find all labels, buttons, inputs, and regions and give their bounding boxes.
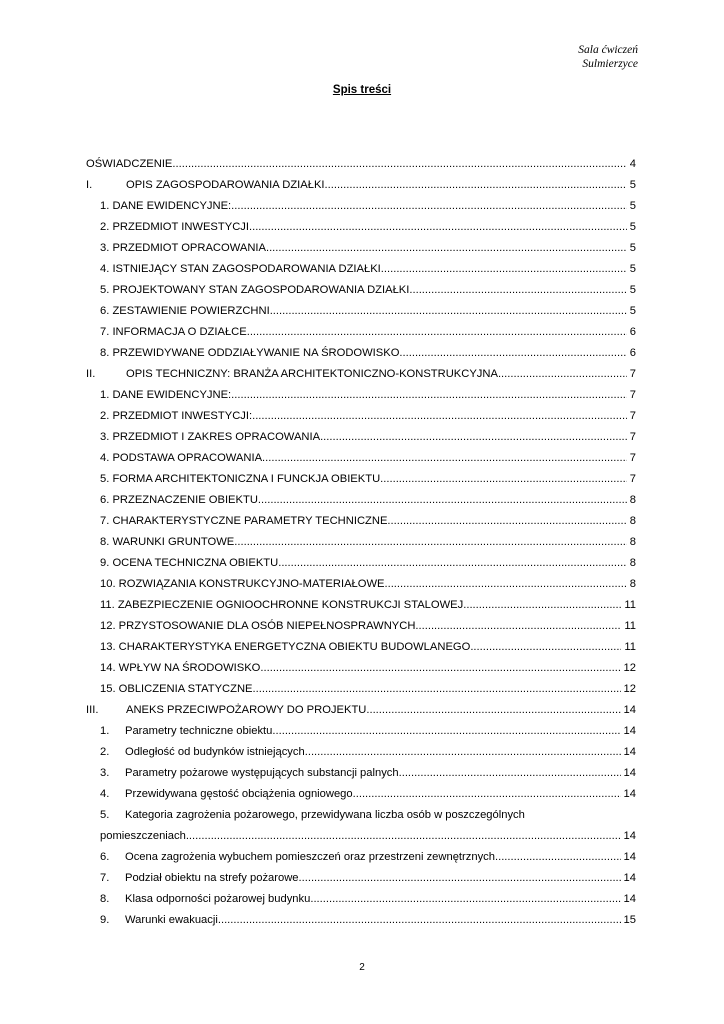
toc-entry-page: 6 <box>629 347 636 359</box>
toc-entry-title: OŚWIADCZENIE <box>86 158 173 170</box>
toc-entry[interactable] <box>86 171 636 192</box>
toc-entry-title: 7. INFORMACJA O DZIAŁCE <box>100 326 247 338</box>
toc-leader-dots <box>495 851 621 864</box>
toc-entry-page: 11 <box>624 641 636 653</box>
toc-entry-title: 13. CHARAKTERYSTYKA ENERGETYCZNA OBIEKTU BUDOWLANEGO <box>100 641 471 653</box>
toc-leader-dots <box>299 872 621 885</box>
toc-entry[interactable] <box>86 843 636 864</box>
toc-entry-page: 7 <box>629 410 636 422</box>
toc-entry-title: Kategoria zagrożenia pożarowego, przewidywana liczba osób w poszczególnych <box>125 809 525 821</box>
toc-entry-title-continued: pomieszczeniach <box>100 830 186 842</box>
toc-entry-title: 3. PRZEDMIOT OPRACOWANIA <box>100 242 266 254</box>
toc-leader-dots <box>249 221 627 234</box>
toc-entry-title: 8. PRZEWIDYWANE ODDZIAŁYWANIE NA ŚRODOWISKO <box>100 347 400 359</box>
toc-entry-page: 14 <box>623 746 636 758</box>
toc-entry-title: 6. ZESTAWIENIE POWIERZCHNI <box>100 305 270 317</box>
toc-leader-dots <box>399 767 621 780</box>
toc-entry-page: 12 <box>623 683 636 695</box>
toc-leader-dots <box>218 914 621 927</box>
toc-entry-number: 9. <box>100 914 110 926</box>
toc-entry-number: 6. <box>100 851 110 863</box>
toc-leader-dots <box>231 200 627 213</box>
toc-leader-dots <box>325 179 627 192</box>
toc-leader-dots <box>320 431 627 444</box>
table-of-contents <box>86 150 636 927</box>
page-title: Spis treści <box>332 84 392 96</box>
toc-entry-title: 14. WPŁYW NA ŚRODOWISKO <box>100 662 261 674</box>
toc-entry-title: 11. ZABEZPIECZENIE OGNIOOCHRONNE KONSTRUKCJI STALOWEJ <box>100 599 464 611</box>
toc-leader-dots <box>470 641 621 654</box>
toc-entry-page: 7 <box>629 452 636 464</box>
toc-entry-title: 4. ISTNIEJĄCY STAN ZAGOSPODAROWANIA DZIAŁKI <box>100 263 381 275</box>
toc-entry-page: 14 <box>623 725 636 737</box>
toc-entry[interactable] <box>86 276 636 297</box>
toc-entry-title: ANEKS PRZECIWPOŻAROWY DO PROJEKTU <box>126 704 367 716</box>
toc-entry[interactable] <box>86 864 636 885</box>
toc-entry-title: 3. PRZEDMIOT I ZAKRES OPRACOWANIA <box>100 431 321 443</box>
toc-leader-dots <box>415 620 621 633</box>
toc-entry-page: 6 <box>629 326 636 338</box>
toc-entry-page: 12 <box>623 662 636 674</box>
toc-entry[interactable] <box>86 696 636 717</box>
toc-leader-dots <box>272 725 620 738</box>
toc-entry-title: Klasa odporności pożarowej budynku <box>125 893 311 905</box>
toc-entry-page: 14 <box>623 872 636 884</box>
toc-leader-dots <box>498 368 627 381</box>
toc-section-number: III. <box>86 704 99 716</box>
toc-entry[interactable] <box>86 381 636 402</box>
toc-entry-title: 9. OCENA TECHNICZNA OBIEKTU <box>100 557 279 569</box>
toc-entry-page: 8 <box>629 557 636 569</box>
toc-entry[interactable] <box>86 486 636 507</box>
toc-entry-title: Podział obiektu na strefy pożarowe <box>125 872 299 884</box>
toc-entry[interactable] <box>86 192 636 213</box>
toc-entry-title: 6. PRZEZNACZENIE OBIEKTU <box>100 494 258 506</box>
toc-entry[interactable] <box>86 612 636 633</box>
toc-leader-dots <box>172 158 626 171</box>
toc-entry-page: 5 <box>629 284 636 296</box>
toc-entry-title: Odległość od budynków istniejących <box>125 746 305 758</box>
toc-entry-title: 5. FORMA ARCHITEKTONICZNA I FUNCKJA OBIEKTU <box>100 473 381 485</box>
toc-leader-dots <box>234 536 627 549</box>
toc-entry-page: 11 <box>624 620 636 632</box>
toc-leader-dots <box>380 473 627 486</box>
toc-entry-page: 5 <box>629 200 636 212</box>
toc-entry[interactable] <box>86 213 636 234</box>
toc-entry-page: 4 <box>629 158 636 170</box>
toc-entry[interactable] <box>86 717 636 738</box>
toc-entry-number: 2. <box>100 746 110 758</box>
toc-entry[interactable] <box>86 360 636 381</box>
toc-entry-page: 14 <box>623 767 636 779</box>
toc-entry-title: 5. PROJEKTOWANY STAN ZAGOSPODAROWANIA DZIAŁKI <box>100 284 410 296</box>
toc-leader-dots <box>353 788 621 801</box>
toc-leader-dots <box>399 347 626 360</box>
toc-entry-page: 8 <box>629 578 636 590</box>
toc-entry-page: 8 <box>629 494 636 506</box>
toc-entry[interactable] <box>86 465 636 486</box>
toc-entry[interactable] <box>86 507 636 528</box>
toc-entry[interactable] <box>86 528 636 549</box>
toc-leader-dots <box>252 410 627 423</box>
toc-entry-page: 5 <box>629 221 636 233</box>
toc-leader-dots <box>186 830 621 843</box>
toc-leader-dots <box>387 515 626 528</box>
toc-entry[interactable] <box>86 591 636 612</box>
toc-entry[interactable] <box>86 339 636 360</box>
toc-entry-number: 7. <box>100 872 110 884</box>
toc-entry[interactable] <box>86 780 636 801</box>
toc-entry[interactable] <box>86 402 636 423</box>
toc-entry[interactable] <box>86 801 636 822</box>
toc-entry-page: 5 <box>629 179 636 191</box>
toc-entry-title: 2. PRZEDMIOT INWESTYCJI: <box>100 410 253 422</box>
header-line-2: Sulmierzyce <box>582 58 638 70</box>
toc-entry-title: 1. DANE EWIDENCYJNE: <box>100 389 232 401</box>
toc-leader-dots <box>247 326 627 339</box>
toc-entry[interactable] <box>86 654 636 675</box>
toc-entry-page: 5 <box>629 242 636 254</box>
toc-entry-title: 15. OBLICZENIA STATYCZNE <box>100 683 253 695</box>
toc-entry-page: 7 <box>629 368 636 380</box>
toc-entry[interactable] <box>86 255 636 276</box>
toc-leader-dots <box>463 599 621 612</box>
toc-leader-dots <box>260 662 620 675</box>
toc-entry-title: 10. ROZWIĄZANIA KONSTRUKCYJNO-MATERIAŁOWE <box>100 578 385 590</box>
toc-entry-title: 8. WARUNKI GRUNTOWE <box>100 536 235 548</box>
toc-leader-dots <box>384 578 626 591</box>
toc-leader-dots <box>270 305 627 318</box>
toc-entry-page: 14 <box>623 830 636 842</box>
toc-entry-page: 14 <box>623 788 636 800</box>
toc-entry[interactable] <box>86 906 636 927</box>
toc-entry-page: 14 <box>623 704 636 716</box>
toc-entry-page: 7 <box>629 431 636 443</box>
toc-entry[interactable] <box>86 675 636 696</box>
toc-entry-title: Ocena zagrożenia wybuchem pomieszczeń oraz przestrzeni zewnętrznych <box>125 851 495 863</box>
toc-entry-page: 5 <box>629 263 636 275</box>
toc-leader-dots <box>409 284 626 297</box>
document-header <box>578 43 638 71</box>
toc-entry-title: OPIS ZAGOSPODAROWANIA DZIAŁKI <box>126 179 325 191</box>
header-line-1: Sala ćwiczeń <box>578 44 638 56</box>
toc-entry-page: 7 <box>629 389 636 401</box>
toc-entry-page: 8 <box>629 515 636 527</box>
toc-entry[interactable] <box>86 150 636 171</box>
toc-entry-title: 2. PRZEDMIOT INWESTYCJI <box>100 221 249 233</box>
toc-entry-number: 5. <box>100 809 110 821</box>
toc-entry-title: Parametry techniczne obiektu <box>125 725 273 737</box>
toc-leader-dots <box>266 242 627 255</box>
toc-entry-page: 14 <box>623 893 636 905</box>
toc-entry[interactable] <box>86 444 636 465</box>
toc-entry-title: 4. PODSTAWA OPRACOWANIA <box>100 452 263 464</box>
toc-entry[interactable] <box>86 234 636 255</box>
toc-leader-dots <box>310 893 620 906</box>
toc-entry[interactable] <box>86 738 636 759</box>
toc-leader-dots <box>262 452 627 465</box>
toc-entry[interactable] <box>86 549 636 570</box>
toc-entry-page: 8 <box>629 536 636 548</box>
toc-entry[interactable] <box>86 759 636 780</box>
toc-leader-dots <box>253 683 621 696</box>
toc-section-number: II. <box>86 368 96 380</box>
toc-leader-dots <box>231 389 627 402</box>
page-number: 2 <box>359 962 365 973</box>
toc-leader-dots <box>381 263 627 276</box>
toc-entry-title: Warunki ewakuacji <box>125 914 218 926</box>
toc-entry[interactable] <box>86 822 636 843</box>
toc-entry-number: 4. <box>100 788 110 800</box>
toc-entry[interactable] <box>86 570 636 591</box>
toc-entry-page: 7 <box>629 473 636 485</box>
toc-entry-page: 15 <box>623 914 636 926</box>
toc-leader-dots <box>258 494 627 507</box>
toc-section-number: I. <box>86 179 93 191</box>
toc-entry-title: 1. DANE EWIDENCYJNE: <box>100 200 232 212</box>
toc-entry-title: Przewidywana gęstość obciążenia ogniowego <box>125 788 353 800</box>
toc-entry[interactable] <box>86 885 636 906</box>
toc-entry-number: 3. <box>100 767 110 779</box>
toc-entry-page: 14 <box>623 851 636 863</box>
toc-entry-number: 1. <box>100 725 110 737</box>
toc-entry-number: 8. <box>100 893 110 905</box>
toc-entry-page: 11 <box>624 599 636 611</box>
toc-entry-page: 5 <box>629 305 636 317</box>
toc-entry[interactable] <box>86 318 636 339</box>
toc-entry-title: 7. CHARAKTERYSTYCZNE PARAMETRY TECHNICZNE <box>100 515 388 527</box>
toc-entry-title: 12. PRZYSTOSOWANIE DLA OSÓB NIEPEŁNOSPRAWNYCH <box>100 620 416 632</box>
toc-entry[interactable] <box>86 297 636 318</box>
toc-leader-dots <box>366 704 620 717</box>
toc-entry-title: OPIS TECHNICZNY: BRANŻA ARCHITEKTONICZNO-KONSTRUKCYJNA <box>126 368 498 380</box>
toc-entry-title: Parametry pożarowe występujących substancji palnych <box>125 767 399 779</box>
toc-leader-dots <box>305 746 621 759</box>
toc-entry[interactable] <box>86 633 636 654</box>
toc-leader-dots <box>278 557 627 570</box>
toc-entry[interactable] <box>86 423 636 444</box>
